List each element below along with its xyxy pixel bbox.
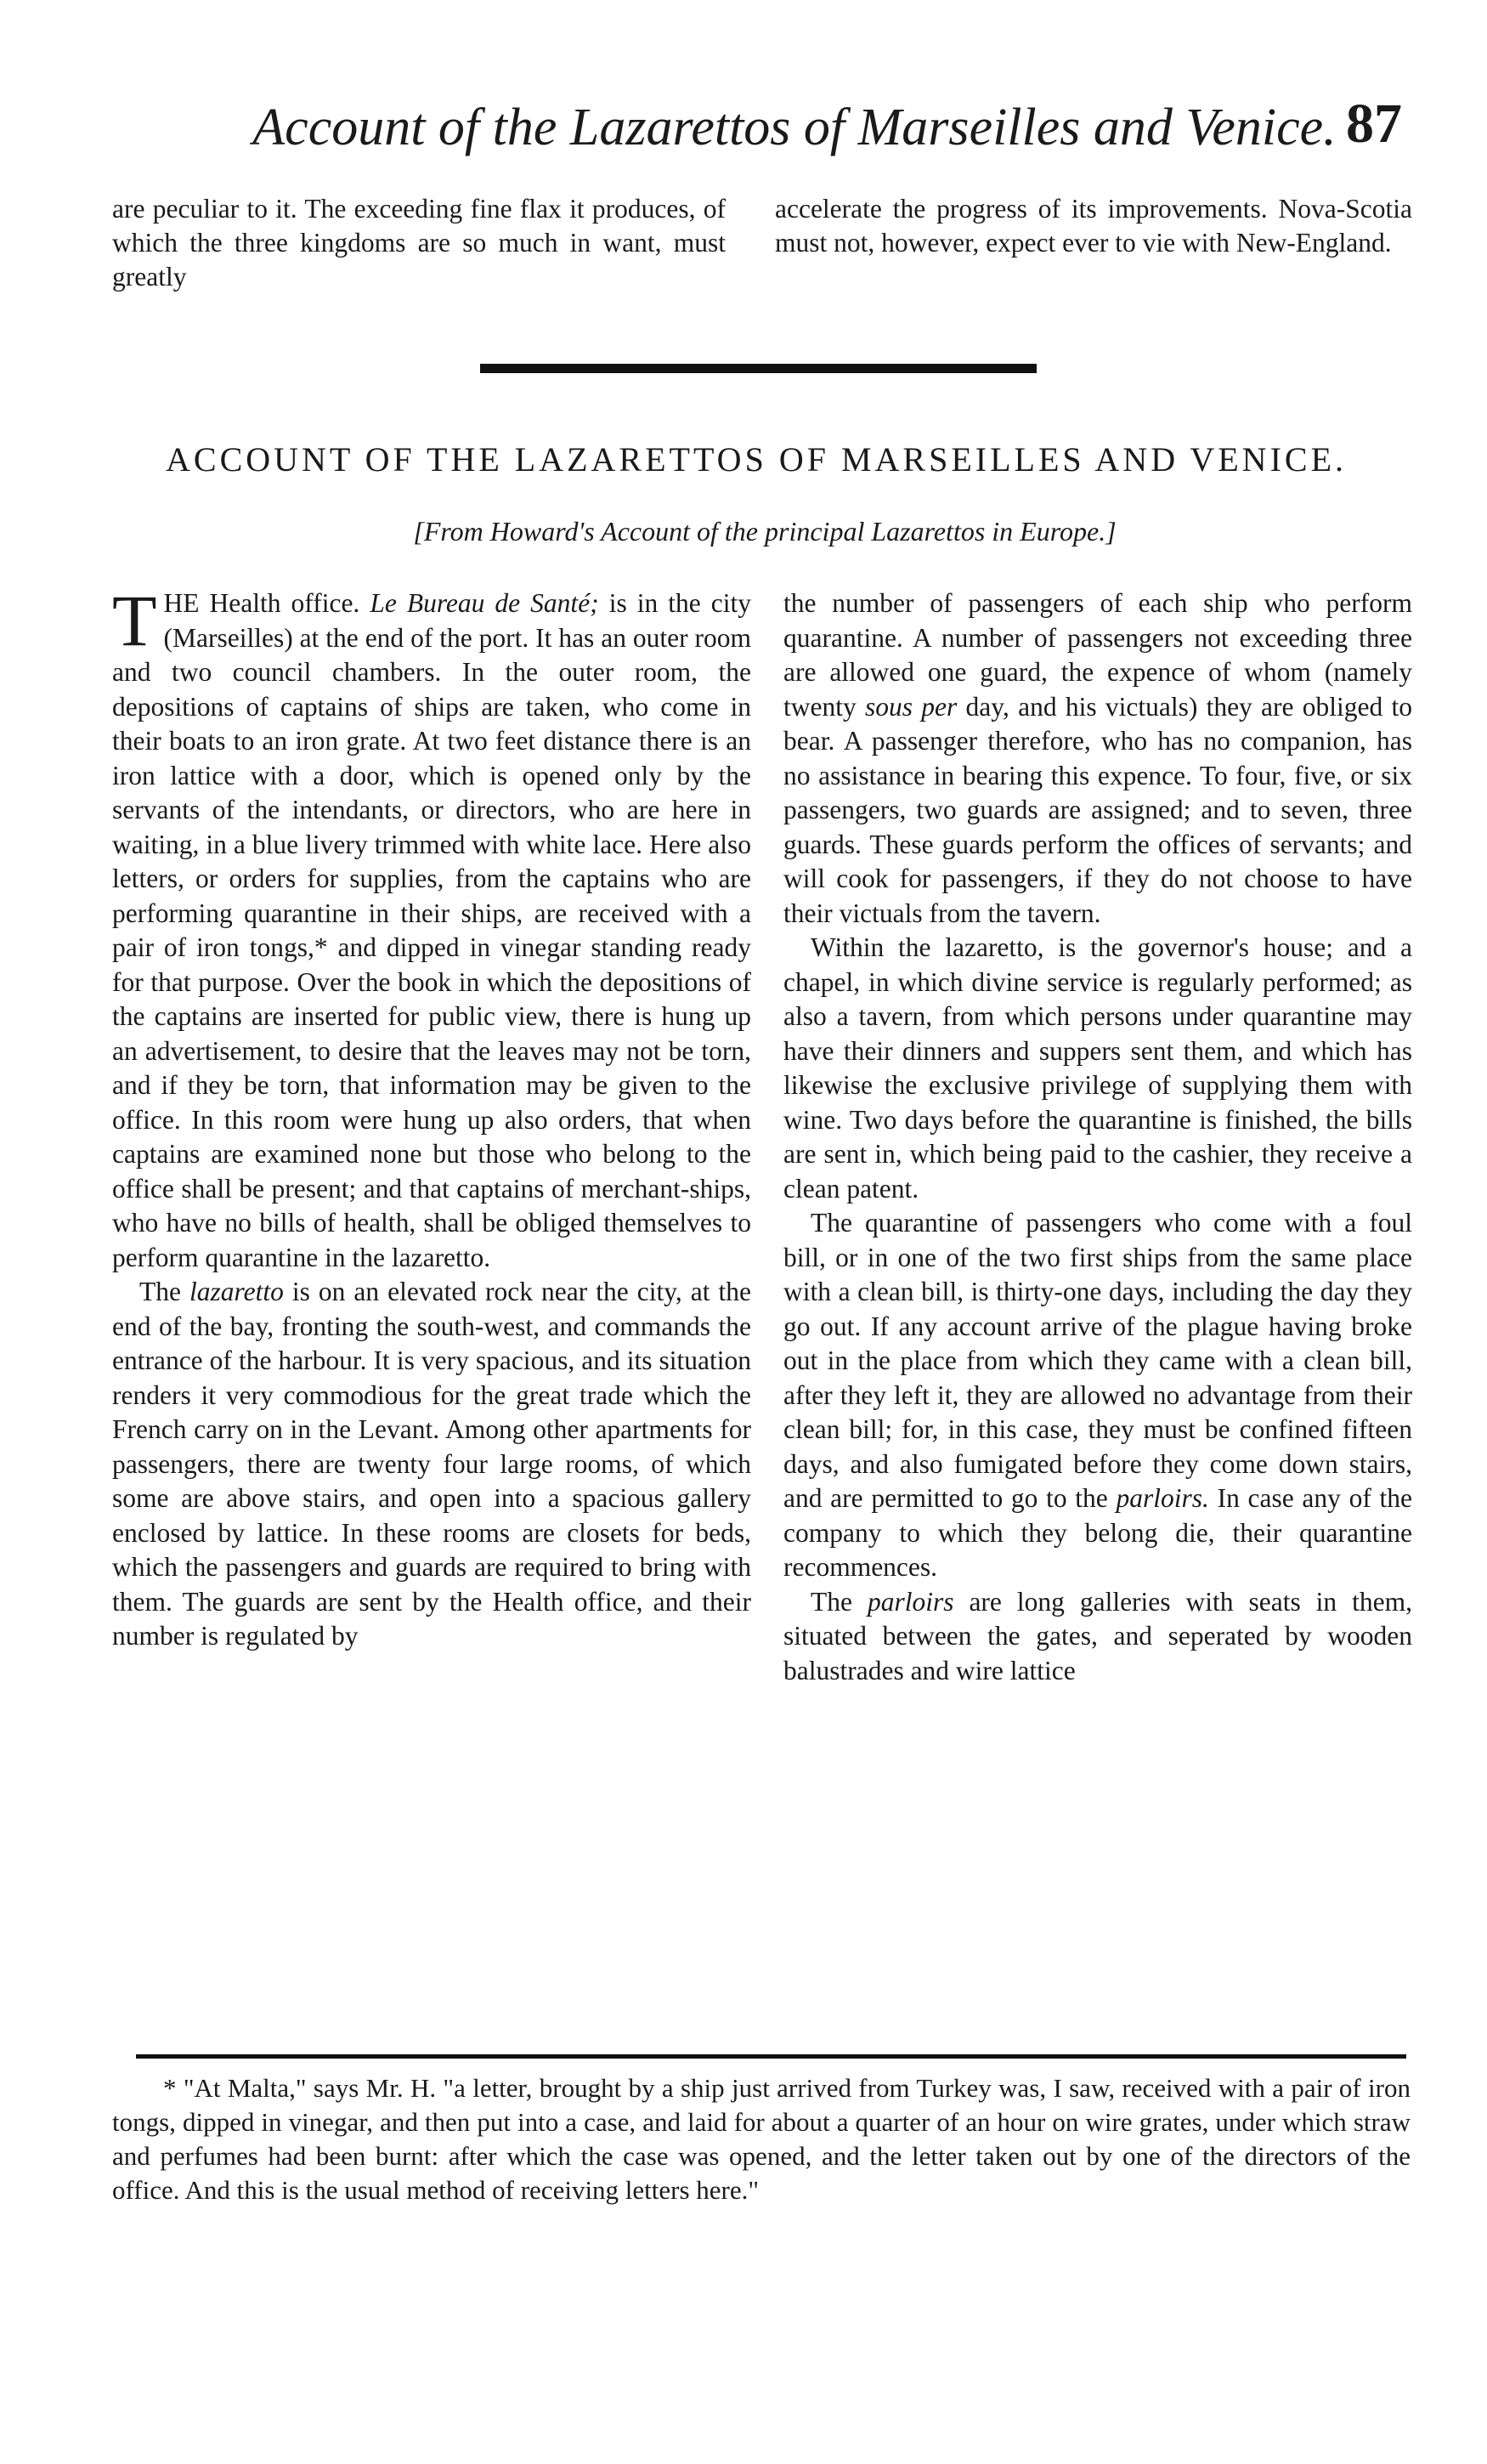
page-number: 87 (1346, 93, 1402, 155)
paragraph-guards (783, 586, 1412, 931)
quarantine-text-end: In case any of the company to which they belong die, their quarantine recommences. (783, 1483, 1413, 1582)
paragraph-parloirs (783, 1585, 1412, 1689)
lazaretto-lead: The (139, 1277, 181, 1306)
parloirs-heading-term: parloirs (867, 1586, 954, 1617)
bureau-de-sante-term: Le Bureau de Santé; (370, 588, 599, 618)
parloirs-lead: The (811, 1586, 852, 1617)
continuation-left-text: are peculiar to it. The exceeding fine flax it produces, of which the three kingdoms are so much in want, must greatly (112, 194, 726, 292)
continuation-right-column (775, 192, 1412, 260)
guards-text-b: day, and his victuals) they are obliged to bear. A passenger therefore, who has no companion, has no assistance in bearing this expence. To four, five, or six passengers, two guards are assigned; and to seven, three guards. These guards perform the offices of servants; and will cook for passengers, if they do not choose to have their victuals from the tavern. (783, 691, 1413, 928)
continuation-left-column (112, 192, 726, 294)
article-source-note: [From Howard's Account of the principal Lazarettos in Europe.] (413, 516, 1117, 547)
paragraph-governors-house: Within the lazaretto, is the governor's house; and a chapel, in which divine service is regularly performed; as also a tavern, from which persons under quarantine may have their dinners and suppers sent them, and which has likewise the exclusive privilege of supplying them with wine. Two days before the quarantine is finished, the bills are sent in, which being paid to the cashier, they receive a clean patent. (783, 932, 1412, 1204)
running-title: Account of the Lazarettos of Marseilles and Venice. (252, 99, 1337, 156)
article-title: ACCOUNT OF THE LAZARETTOS OF MARSEILLES AND VENICE. (166, 440, 1347, 479)
article-left-column (112, 580, 752, 1654)
paragraph-lazaretto (112, 1275, 751, 1654)
guards-text-a: the number of passengers of each ship who perform quarantine. A number of passengers not exceeding three are allowed one guard, the expence of whom (namely twenty (783, 588, 1412, 722)
health-office-lead: HE Health office. (163, 588, 360, 618)
drop-cap: T (112, 580, 157, 661)
paragraph-health-office (112, 580, 751, 1275)
quarantine-text: The quarantine of passengers who come with a foul bill, or in one of the two first ships from the same place with a clean bill, is thirty-one days, including the day they go out. If any account arrive of the plague having broke out in the place from which they came with a clean bill, after they left it, they are allowed no advantage from their clean bill; for, in this case, they must be confined fifteen days, and also fumigated before they come down stairs, and are permitted to go to the (783, 1208, 1412, 1513)
paragraph-quarantine (783, 1206, 1412, 1585)
parloirs-term: parloirs. (1116, 1483, 1209, 1513)
footnote-text: * "At Malta," says Mr. H. "a letter, brought by a ship just arrived from Turkey was, I saw, received with a pair of iron tongs, dipped in vinegar, and then put into a case, and laid for about a quarter of an hour on wire grates, under which straw and perfumes had been burnt: after which the case was opened, and the letter taken out by one of the directors of the office. And this is the usual method of receiving letters here." (112, 2073, 1411, 2205)
sous-per-term: sous per (865, 691, 958, 722)
parloirs-body: are long galleries with seats in them, situated between the gates, and seperated by wooden balustrades and wire lattice (783, 1586, 1412, 1685)
lazaretto-term: lazaretto (189, 1277, 284, 1306)
continuation-right-text: accelerate the progress of its improvements. Nova-Scotia must not, however, expect ever to vie with New-England. (775, 194, 1412, 258)
running-header (178, 89, 1411, 166)
health-office-body: is in the city (Marseilles) at the end of the port. It has an outer room and two council chambers. In the outer room, the depositions of captains of ships are taken, who come in their boats to an iron grate. At two feet distance there is an iron lattice with a door, which is opened only by the servants of the intendants, or directors, who are here in waiting, in a blue livery trimmed with white lace. Here also letters, or orders for supplies, from the captains who are performing quarantine in their ships, are received with a pair of iron tongs,* and dipped in vinegar standing ready for that purpose. Over the book in which the depositions of the captains are inserted for public view, there is hung up an advertisement, to desire that the leaves may not be torn, and if they be torn, that information may be given to the office. In this room were hung up also orders, that when captains are examined none but those who belong to the office shall be present; and that captains of merchant-ships, who have no bills of health, shall be obliged themselves to perform quarantine in the lazaretto. (112, 588, 751, 1272)
lazaretto-body: is on an elevated rock near the city, at the end of the bay, fronting the south-west, and commands the entrance of the harbour. It is very spacious, and its situation renders it very commodious for the great trade which the French carry on in the Levant. Among other apartments for passengers, there are twenty four large rooms, of which some are above stairs, and open into a spacious gallery enclosed by lattice. In these rooms are closets for beds, which the passengers and guards are required to bring with them. The guards are sent by the Health office, and their number is regulated by (112, 1277, 752, 1651)
article-right-column (783, 586, 1412, 1688)
footnote-rule (136, 2054, 1406, 2059)
section-divider-rule (480, 364, 1037, 373)
footnote-block (112, 2071, 1411, 2207)
